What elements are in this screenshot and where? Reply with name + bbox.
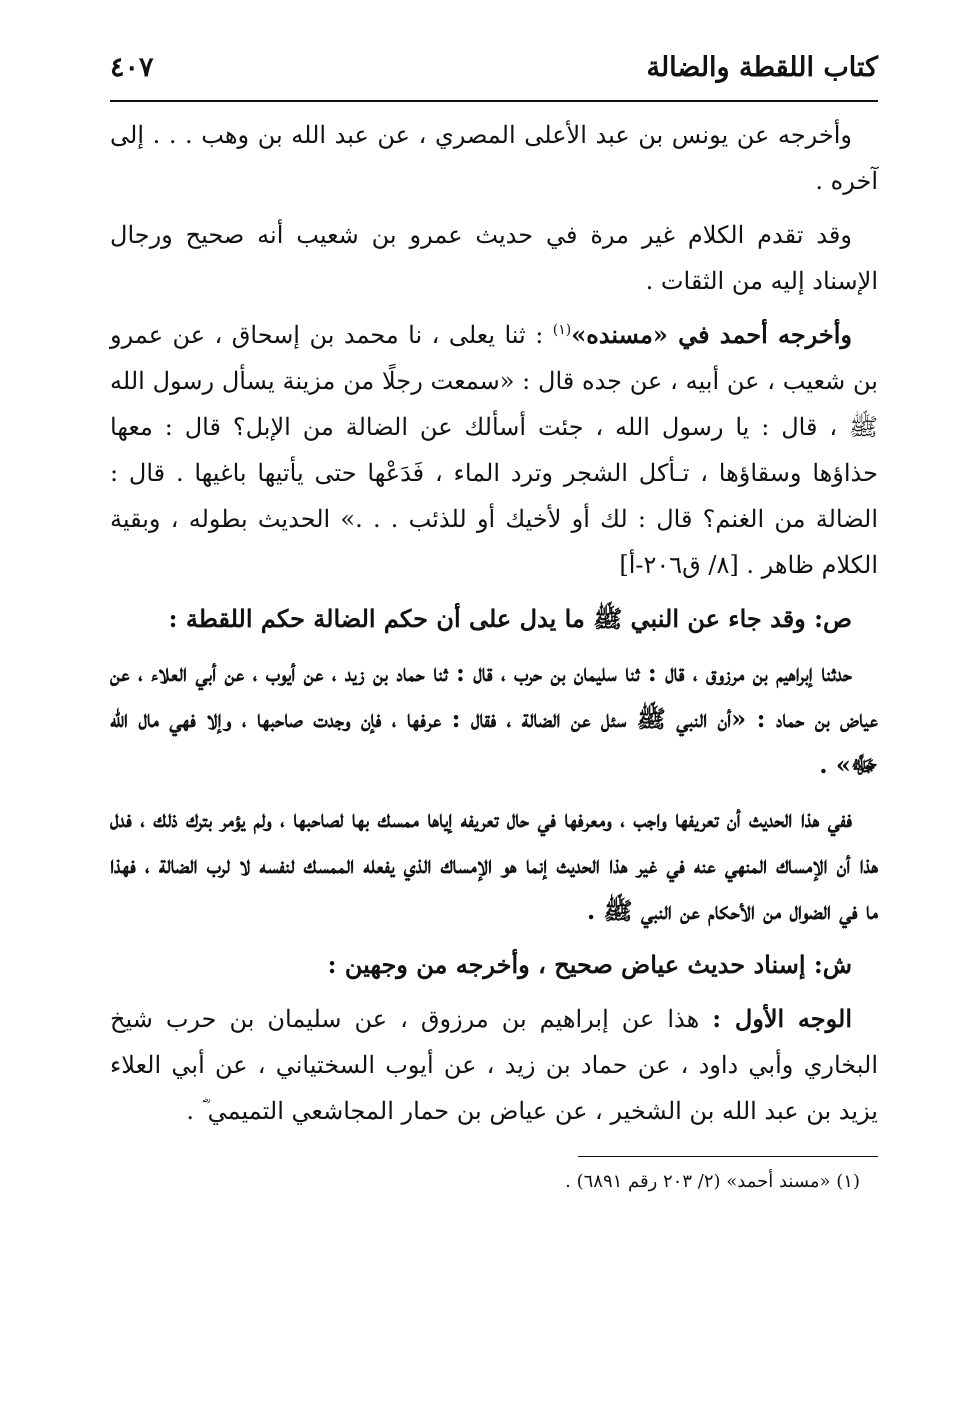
page-header [110, 40, 878, 102]
paragraph: ففي هذا الحديث أن تعريفها واجب ، ومعرفها في حال تعريفه إياها ممسك بها لصاحبها ، ولم يؤمر بترك ذلك ، فدل هذا أن الإمساك المنهي عنه في غير هذا الحديث إنما هو الإمساك الذي يفعله الممسك لنفسه لا لرب الضالة ، فهذا ما في الضوال من الأحكام عن النبي ﷺ . [110, 804, 878, 925]
paragraph: ش: إسناد حديث عياض صحيح ، وأخرجه من وجهين : [327, 950, 852, 979]
page-body [110, 112, 878, 1134]
paragraph-text: هذا عن إبراهيم بن مرزوق ، عن سليمان بن حرب شيخ البخاري وأبي داود ، عن حماد بن زيد ، عن أيوب السختياني ، عن أبي العلاء يزيد بن عبد الله بن الشخير ، عن عياض بن حمار المجاشعي التميمي ؓ . [110, 1005, 878, 1125]
paragraph-lead: الوجه الأول : [712, 1004, 852, 1033]
document-page [110, 40, 878, 1215]
footnote-divider [578, 1156, 878, 1157]
paragraph: وقد تقدم الكلام غير مرة في حديث عمرو بن شعيب أنه صحيح ورجال الإسناد إليه من الثقات . [110, 221, 878, 295]
page-number: ٤٠٧ [110, 52, 154, 83]
paragraph-text: : ثنا يعلى ، نا محمد بن إسحاق ، عن عمرو بن شعيب ، عن أبيه ، عن جده قال : «سمعت رجلًا من مزينة يسأل رسول الله ﷺ ، قال : يا رسول الله ، جئت أسألك عن الضالة من الإبل؟ قال : معها حذاؤها وسقاؤها ، تـأكل الشجر وترد الماء ، فَدَعْها حتى يأتيها باغيها . قال : الضالة من الغنم؟ قال : لك أو لأخيك أو للذئب . . .» الحديث بطوله ، وبقية الكلام ظاهر . [٨/ ق٢٠٦-أ] [110, 321, 878, 579]
paragraph: وأخرجه عن يونس بن عبد الأعلى المصري ، عن عبد الله بن وهب . . . إلى آخره . [110, 121, 878, 195]
paragraph [110, 996, 878, 1134]
chapter-title: كتاب اللقطة والضالة [646, 52, 878, 83]
paragraph: ص: وقد جاء عن النبي ﷺ ما يدل على أن حكم الضالة حكم اللقطة : [168, 604, 852, 633]
footnote-reference: (١) [552, 322, 572, 338]
paragraph-lead: وأخرجه أحمد في «مسنده» [571, 320, 852, 349]
footnote: (١) «مسند أحمد» (٢/ ٢٠٣ رقم ٦٨٩١) . [565, 1171, 860, 1192]
paragraph [110, 312, 878, 588]
paragraph: حدثنا إبراهيم بن مرزوق ، قال : ثنا سليمان بن حرب ، قال : ثنا حماد بن زيد ، عن أيوب ، عن أبي العلاء ، عن عياض بن حماد : «أن النبي ﷺ سئل عن الضالة ، فقال : عرفها ، فإن وجدت صاحبها ، وإلا فهي مال الله ﷻ» . [110, 658, 878, 779]
